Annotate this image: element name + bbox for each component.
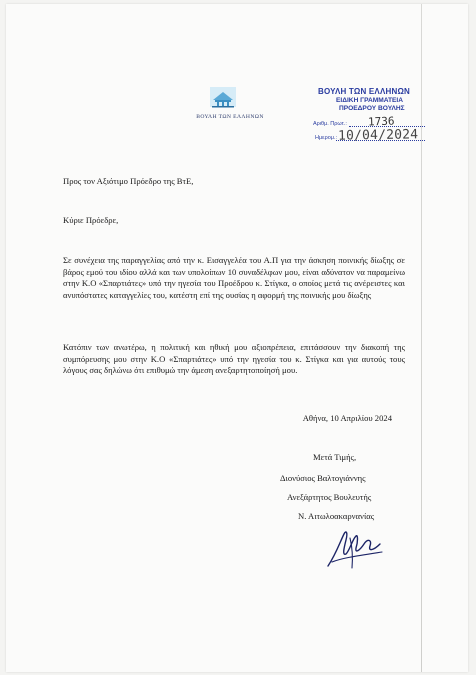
closing-line: Μετά Τιμής, xyxy=(313,452,357,462)
body-paragraph-1: Σε συνέχεια της παραγγελίας από την κ. Εισαγγελέα του Α.Π για την άσκηση ποινικής δίωξης σε βάρος εμού του ιδίου αλλά και των υπολοίπων 10 συναδέλφων μου, είναι αδύνατον να παραμείνω στην Κ.Ο «Σπαρτιάτες» υπό την ηγεσία του Προέδρου κ. Στίγκα, ο οποίος μετά τις ανέρειστες και ανυπόστατες καταγγελίες του, κατέστη επί της ουσίας η αφορμή της ποινικής μου δίωξης xyxy=(63,255,405,301)
stamp-protocol-label: Αριθμ. Πρωτ.: xyxy=(313,121,347,127)
parliament-emblem-icon xyxy=(209,85,237,109)
date-place-line: Αθήνα, 10 Απριλίου 2024 xyxy=(302,413,392,423)
stamp-line-president: ΠΡΟΕΔΡΟΥ ΒΟΥΛΗΣ xyxy=(339,105,405,112)
body-paragraph-2: Κατόπιν των ανωτέρω, η πολιτική και ηθική μου αξιοπρέπεια, επιτάσσουν την διακοπή της συμπόρευσης μου στην Κ.Ο «Σπαρτιάτες» υπό την ηγεσία του κ. Στίγκα και για αυτούς τους λόγους σας δηλώνω ότι επιθυμώ την άμεση ανεξαρτητοποίησή μου. xyxy=(63,342,405,376)
stamp-line-parliament: ΒΟΥΛΗ ΤΩΝ ΕΛΛΗΝΩΝ xyxy=(318,87,411,96)
stamp-protocol-number: 1736 xyxy=(367,114,395,129)
signatory-name: Διονύσιος Βαλτογιάννης xyxy=(280,473,366,483)
addressee-line: Προς τον Αξιότιμο Πρόεδρο της ΒτΕ, xyxy=(63,176,194,186)
stamp-line-secretariat: ΕΙΔΙΚΗ ΓΡΑΜΜΑΤΕΙΑ xyxy=(336,97,404,104)
handwritten-signature-icon xyxy=(322,516,390,572)
salutation: Κύριε Πρόεδρε, xyxy=(63,215,119,225)
signatory-title: Ανεξάρτητος Βουλευτής xyxy=(287,492,372,502)
letter-page xyxy=(6,4,468,672)
protocol-stamp xyxy=(306,84,424,179)
letterhead-parliament-name: ΒΟΥΛΗ ΤΩΝ ΕΛΛΗΝΩΝ xyxy=(196,114,264,120)
stamp-date-value: 10/04/2024 xyxy=(337,127,419,144)
stamp-date-label: Ημερομ.: xyxy=(315,135,338,141)
signatory-constituency: Ν. Αιτωλοακαρνανίας xyxy=(298,511,375,521)
